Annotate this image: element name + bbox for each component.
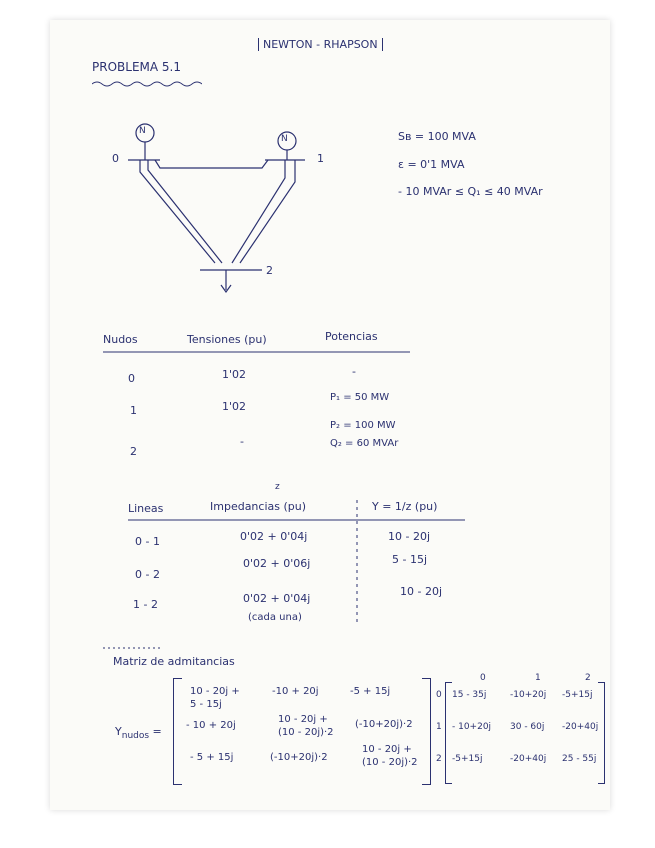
line-row-2-note: (cada una) <box>248 612 302 623</box>
num-0-0: 15 - 35j <box>452 690 487 700</box>
node-row-1-power: P₁ = 50 MW <box>330 392 390 403</box>
num-1-1: 30 - 60j <box>510 722 545 732</box>
line-row-1-impedance: 0'02 + 0'06j <box>243 557 311 570</box>
sym-1-1b: (10 - 20j)·2 <box>278 727 334 738</box>
line-row-2-admittance: 10 - 20j <box>400 585 443 598</box>
row-index-2: 2 <box>436 754 442 764</box>
line-row-0-admittance: 10 - 20j <box>388 530 431 543</box>
node-row-0-id: 0 <box>128 372 135 385</box>
row-index-1: 1 <box>436 722 442 732</box>
row-index-0: 0 <box>436 690 442 700</box>
bus-1-label: 1 <box>317 152 324 165</box>
spec-q-limits: - 10 MVAr ≤ Q₁ ≤ 40 MVAr <box>398 185 543 198</box>
num-0-2: -5+15j <box>562 690 593 700</box>
spec-base-power: Sʙ = 100 MVA <box>398 130 476 143</box>
num-1-0: - 10+20j <box>452 722 492 732</box>
nodes-header-voltage: Tensiones (pu) <box>187 333 267 346</box>
problem-label: PROBLEMA 5.1 <box>92 60 181 74</box>
numeric-bracket-left <box>445 682 452 784</box>
node-row-2-id: 2 <box>130 445 137 458</box>
symbolic-bracket-right <box>422 678 431 785</box>
lines-header-admittance: Y = 1/z (pu) <box>372 500 438 513</box>
lines-header-line: Lineas <box>128 502 164 515</box>
col-index-2: 2 <box>585 673 591 683</box>
num-2-1: -20+40j <box>510 754 547 764</box>
node-row-1-id: 1 <box>130 404 137 417</box>
sym-0-0b: 5 - 15j <box>190 699 222 710</box>
sym-1-0: - 10 + 20j <box>186 720 236 731</box>
node-row-0-power: - <box>352 365 356 378</box>
generator-0-symbol: N <box>139 126 146 136</box>
nodes-header-power: Potencias <box>325 330 378 343</box>
node-row-1-voltage: 1'02 <box>222 400 247 413</box>
num-2-0: -5+15j <box>452 754 483 764</box>
line-row-1-id: 0 - 2 <box>135 568 160 581</box>
line-row-0-impedance: 0'02 + 0'04j <box>240 530 308 543</box>
num-1-2: -20+40j <box>562 722 599 732</box>
node-row-0-voltage: 1'02 <box>222 368 247 381</box>
sym-2-2b: (10 - 20j)·2 <box>362 757 418 768</box>
sym-0-2: -5 + 15j <box>350 686 391 697</box>
num-2-2: 25 - 55j <box>562 754 597 764</box>
line-row-2-impedance: 0'02 + 0'04j <box>243 592 311 605</box>
spec-tolerance: ε = 0'1 MVA <box>398 158 465 171</box>
page-title: NEWTON - RHAPSON <box>258 38 383 51</box>
sym-0-0: 10 - 20j + <box>190 686 240 697</box>
matrix-title: Matriz de admitancias <box>113 655 235 668</box>
num-0-1: -10+20j <box>510 690 547 700</box>
line-row-0-id: 0 - 1 <box>135 535 160 548</box>
line-row-1-admittance: 5 - 15j <box>392 553 428 566</box>
nodes-header-node: Nudos <box>103 333 138 346</box>
col-index-0: 0 <box>480 673 486 683</box>
sym-2-0: - 5 + 15j <box>190 752 234 763</box>
sym-2-1: (-10+20j)·2 <box>270 752 328 763</box>
matrix-label-symbol: Y <box>115 725 122 738</box>
line-row-2-id: 1 - 2 <box>133 598 158 611</box>
matrix-label-subscript: nudos <box>121 731 150 742</box>
bus-2-label: 2 <box>266 264 273 277</box>
sym-0-1: -10 + 20j <box>272 686 319 697</box>
numeric-bracket-right <box>598 682 605 784</box>
bus-0-label: 0 <box>112 152 119 165</box>
symbolic-bracket-left <box>173 678 182 785</box>
sym-2-2: 10 - 20j + <box>362 744 412 755</box>
col-index-1: 1 <box>535 673 541 683</box>
node-row-2-voltage: - <box>240 435 244 448</box>
node-row-2-reactive: Q₂ = 60 MVAr <box>330 438 399 449</box>
sym-1-1: 10 - 20j + <box>278 714 328 725</box>
lines-header-impedance: Impedancias (pu) <box>210 500 307 513</box>
node-row-2-power: P₂ = 100 MW <box>330 420 396 431</box>
generator-1-symbol: N <box>281 134 288 144</box>
sym-1-2: (-10+20j)·2 <box>355 719 413 730</box>
matrix-label: $Y_{nudos}$ = <box>115 725 162 742</box>
impedance-z-mark: z <box>275 482 280 492</box>
